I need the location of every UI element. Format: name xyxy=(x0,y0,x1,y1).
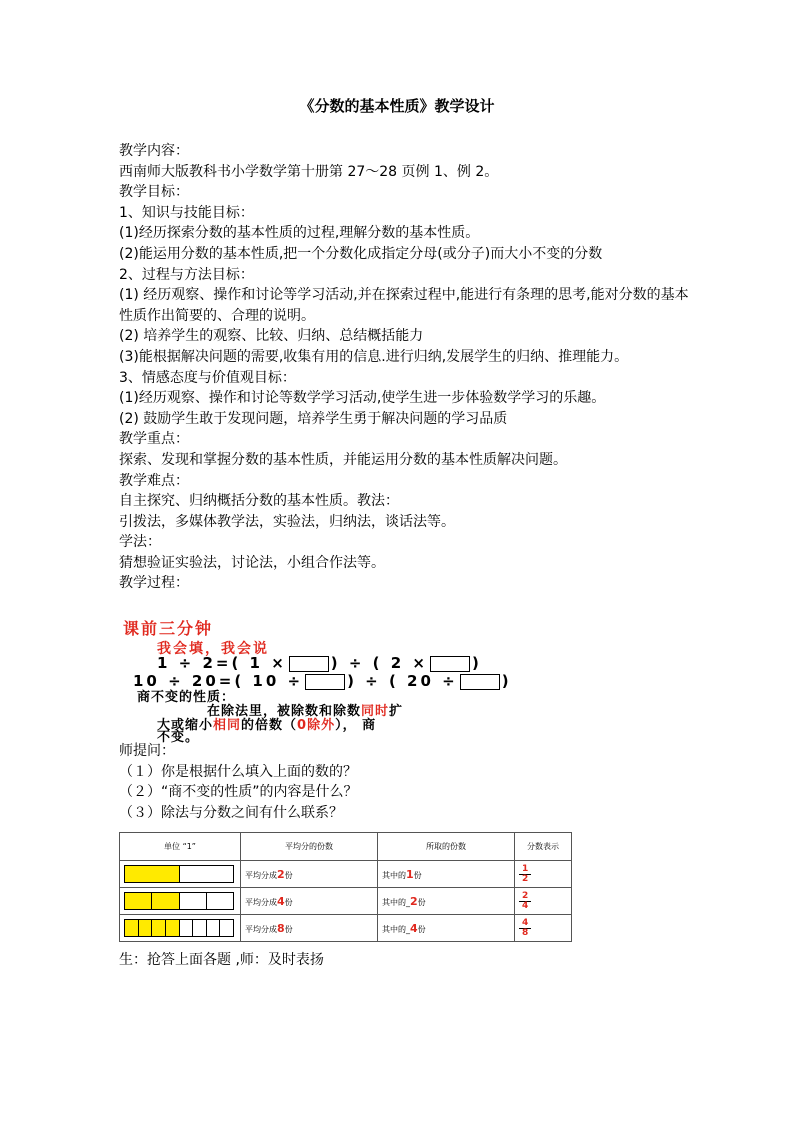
empty-segment xyxy=(180,893,207,909)
rule-title: 商不变的性质： xyxy=(137,690,236,705)
answer-box xyxy=(289,656,329,672)
fraction-cell xyxy=(515,888,572,915)
rule-text: 的倍数（ xyxy=(241,718,298,733)
filled-segment xyxy=(125,893,152,909)
rule-highlight: 同时 xyxy=(361,704,390,719)
section-heading: 教学难点： xyxy=(119,472,189,489)
take-text: 其中的_ xyxy=(382,897,410,907)
header-split: 平均分的份数 xyxy=(241,833,378,861)
filled-segment xyxy=(166,920,180,936)
section-heading: 教学内容： xyxy=(119,143,189,159)
unit-bar xyxy=(124,892,234,910)
take-text: 其中的_ xyxy=(382,924,410,934)
take-number: 1 xyxy=(406,867,414,881)
numerator: 2 xyxy=(522,891,529,901)
split-text: 份 xyxy=(284,870,293,880)
teacher-questions xyxy=(119,741,358,823)
rule-text: 在除法里，被除数和除数 xyxy=(207,704,362,719)
fraction xyxy=(519,892,531,911)
paragraph: (1)经历探索分数的基本性质的过程,理解分数的基本性质。 xyxy=(119,225,480,242)
answer-box xyxy=(305,674,345,690)
warmup-subheading: 我会填，我会说 xyxy=(157,641,269,657)
header-fraction: 分数表示 xyxy=(515,833,572,861)
denominator: 4 xyxy=(519,901,531,911)
equation-text: 1 ÷ 2=( 1 × xyxy=(157,654,287,672)
take-text: 其中的 xyxy=(382,870,406,880)
unit-cell xyxy=(120,888,241,915)
take-number: 2 xyxy=(410,894,418,908)
unit-bar xyxy=(124,865,234,883)
empty-segment xyxy=(180,920,194,936)
filled-segment xyxy=(125,920,139,936)
equation-1 xyxy=(157,654,482,672)
rule-text: 扩 xyxy=(389,704,404,719)
fraction xyxy=(519,919,531,938)
paragraph: 自主探究、归纳概括分数的基本性质。教法： xyxy=(119,493,399,510)
unit-cell xyxy=(120,861,241,888)
equation-text: ) ÷ ( 2 × xyxy=(330,654,428,672)
take-cell xyxy=(378,888,515,915)
paragraph: (2) 鼓励学生敢于发现问题，培养学生勇于解决问题的学习品质 xyxy=(119,410,508,427)
split-text: 份 xyxy=(284,897,293,907)
equation-text: ) ÷ ( 20 ÷ xyxy=(347,672,458,690)
section-heading: 学法： xyxy=(119,534,161,551)
table-row xyxy=(120,888,572,915)
paragraph: (3)能根据解决问题的需要,收集有用的信息.进行归纳,发展学生的归纳、推理能力。 xyxy=(119,348,629,365)
table-row xyxy=(120,861,572,888)
filled-segment xyxy=(125,866,180,882)
empty-segment xyxy=(207,893,233,909)
table-header-row xyxy=(120,833,572,861)
closing-line: 生：抢答上面各题 ,师：及时表扬 xyxy=(119,952,324,968)
fraction-cell xyxy=(515,915,572,942)
split-cell xyxy=(241,888,378,915)
take-number: 4 xyxy=(410,921,418,935)
paragraph: 3、情感态度与价值观目标： xyxy=(119,369,296,386)
document-title: 《分数的基本性质》教学设计 xyxy=(299,97,495,115)
unit-cell xyxy=(120,915,241,942)
filled-segment xyxy=(152,920,166,936)
split-number: 2 xyxy=(277,867,285,881)
denominator: 2 xyxy=(519,874,531,884)
empty-segment xyxy=(193,920,207,936)
paragraph: 探索、发现和掌握分数的基本性质，并能运用分数的基本性质解决问题。 xyxy=(119,451,567,468)
paragraph: (2)能运用分数的基本性质,把一个分数化成指定分母(或分子)而大小不变的分数 xyxy=(119,245,603,262)
paragraph: (1) 经历观察、操作和讨论等学习活动,并在探索过程中,能进行有条理的思考,能对分数的基本性质作出简要的、合理的说明。 xyxy=(119,287,689,324)
split-cell xyxy=(241,861,378,888)
equation-text: 10 ÷ 20=( 10 ÷ xyxy=(133,672,304,690)
paragraph: 引拨法，多媒体教学法，实验法，归纳法，谈话法等。 xyxy=(119,513,455,530)
section-heading: 教学过程： xyxy=(119,575,189,592)
questions-intro: 师提问： xyxy=(119,743,175,759)
rule-line-3: 不变。 xyxy=(157,730,200,745)
header-unit: 单位 “1” xyxy=(120,833,241,861)
fraction-cell xyxy=(515,861,572,888)
warmup-image xyxy=(119,616,589,745)
equation-text: ) xyxy=(471,654,482,672)
paragraph: 猜想验证实验法，讨论法，小组合作法等。 xyxy=(119,554,385,571)
header-take: 所取的份数 xyxy=(378,833,515,861)
take-text: 份 xyxy=(417,924,426,934)
unit-bar xyxy=(124,919,234,937)
question-item: （２）“商不变的性质”的内容是什么？ xyxy=(119,784,358,801)
filled-segment xyxy=(152,893,179,909)
rule-text: ）， 商 xyxy=(335,718,377,733)
empty-segment xyxy=(180,866,234,882)
denominator: 8 xyxy=(519,928,531,938)
section-heading: 教学重点： xyxy=(119,431,189,448)
equation-text: ) xyxy=(501,672,512,690)
take-cell xyxy=(378,915,515,942)
numerator: 1 xyxy=(522,864,529,874)
split-text: 平均分成 xyxy=(245,897,277,907)
numerator: 4 xyxy=(522,918,529,928)
empty-segment xyxy=(207,920,221,936)
split-cell xyxy=(241,915,378,942)
split-text: 平均分成 xyxy=(245,924,277,934)
answer-box xyxy=(430,656,470,672)
take-cell xyxy=(378,861,515,888)
paragraph: 西南师大版教科书小学数学第十册第 27～28 页例 1、例 2。 xyxy=(119,163,499,180)
take-text: 份 xyxy=(417,897,426,907)
paragraph: (1)经历观察、操作和讨论等数学学习活动,使学生进一步体验数学学习的乐趣。 xyxy=(119,390,606,407)
split-number: 4 xyxy=(277,894,285,908)
take-text: 份 xyxy=(413,870,422,880)
section-heading: 教学目标： xyxy=(119,184,189,201)
question-item: （３）除法与分数之间有什么联系？ xyxy=(119,804,343,821)
warmup-heading: 课前三分钟 xyxy=(123,619,214,638)
split-number: 8 xyxy=(277,921,285,935)
rule-highlight: 0除外 xyxy=(297,718,336,733)
split-text: 份 xyxy=(284,924,293,934)
document-body xyxy=(119,141,699,594)
split-text: 平均分成 xyxy=(245,870,277,880)
rule-highlight: 相同 xyxy=(213,718,242,733)
question-item: （１）你是根据什么填入上面的数的？ xyxy=(119,763,357,780)
table-row xyxy=(120,915,572,942)
filled-segment xyxy=(139,920,153,936)
paragraph: (2) 培养学生的观察、比较、归纳、总结概括能力 xyxy=(119,328,424,345)
fraction xyxy=(519,865,531,884)
rule-text: 大或缩小 xyxy=(157,718,214,733)
paragraph: 1、知识与技能目标： xyxy=(119,204,254,221)
fraction-table xyxy=(119,832,572,942)
fraction-table-image xyxy=(119,832,572,942)
paragraph: 2、过程与方法目标： xyxy=(119,266,254,283)
empty-segment xyxy=(220,920,233,936)
answer-box xyxy=(460,674,500,690)
